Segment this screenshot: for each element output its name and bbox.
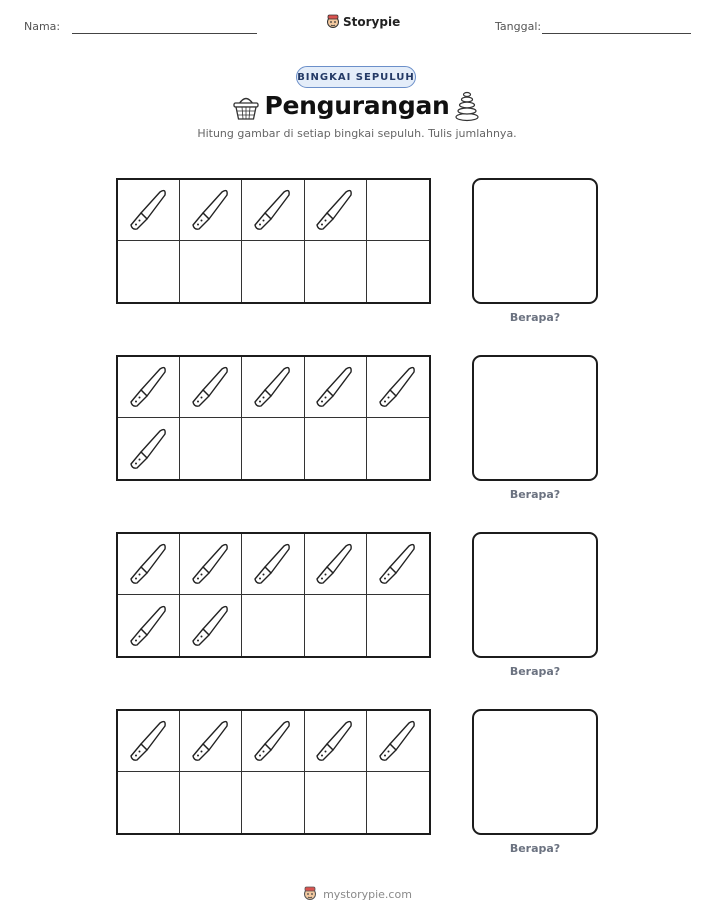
ten-frame-cell xyxy=(118,241,180,302)
instructions: Hitung gambar di setiap bingkai sepuluh. Tulis jumlahnya. xyxy=(197,127,517,140)
basket-icon xyxy=(231,92,261,122)
ten-frame-cell xyxy=(305,772,367,833)
ten-frame-cell xyxy=(242,534,304,595)
ten-frame-cell xyxy=(367,711,429,772)
knife-icon xyxy=(251,362,295,412)
brand-name: Storypie xyxy=(343,15,401,29)
ten-frame-cell xyxy=(305,418,367,479)
answer-box[interactable] xyxy=(472,532,598,658)
page-title: Pengurangan xyxy=(264,91,450,120)
ten-frame-cell xyxy=(305,357,367,418)
ten-frame xyxy=(116,355,431,481)
ten-frame-cell xyxy=(118,772,180,833)
knife-icon xyxy=(127,424,171,474)
knife-icon xyxy=(313,716,357,766)
date-label: Tanggal: xyxy=(495,20,542,33)
ten-frame-cell xyxy=(118,711,180,772)
ten-frame-cell xyxy=(180,180,242,241)
ten-frame-cell xyxy=(305,534,367,595)
knife-icon xyxy=(189,716,233,766)
ten-frame-cell xyxy=(180,418,242,479)
answer-question: Berapa? xyxy=(509,842,561,855)
knife-icon xyxy=(251,185,295,235)
ten-frame-cell xyxy=(118,534,180,595)
ten-frame-cell xyxy=(367,595,429,656)
ten-frame-cell xyxy=(118,357,180,418)
ten-frame-cell xyxy=(180,772,242,833)
ten-frame-cell xyxy=(305,711,367,772)
ten-frame-cell xyxy=(118,180,180,241)
ten-frame-cell xyxy=(367,534,429,595)
ten-frame-cell xyxy=(118,418,180,479)
brand-logo xyxy=(326,14,400,30)
ten-frame-cell xyxy=(180,595,242,656)
knife-icon xyxy=(189,185,233,235)
knife-icon xyxy=(376,362,420,412)
knife-icon xyxy=(251,716,295,766)
knife-icon xyxy=(376,716,420,766)
name-label: Nama: xyxy=(24,20,61,33)
ten-frame-cell xyxy=(242,241,304,302)
answer-question: Berapa? xyxy=(509,311,561,324)
ten-frame xyxy=(116,178,431,304)
knife-icon xyxy=(127,362,171,412)
knife-icon xyxy=(189,539,233,589)
answer-box[interactable] xyxy=(472,709,598,835)
ten-frame-cell xyxy=(367,418,429,479)
ten-frame-cell xyxy=(118,595,180,656)
knife-icon xyxy=(251,539,295,589)
ten-frame-cell xyxy=(242,772,304,833)
knife-icon xyxy=(127,716,171,766)
ten-frame-cell xyxy=(367,772,429,833)
ten-frame xyxy=(116,709,431,835)
knife-icon xyxy=(189,362,233,412)
answer-box[interactable] xyxy=(472,355,598,481)
ten-frame-cell xyxy=(180,357,242,418)
ten-frame-cell xyxy=(242,595,304,656)
ten-frame-cell xyxy=(242,180,304,241)
ten-frame-cell xyxy=(367,180,429,241)
knife-icon xyxy=(127,185,171,235)
knife-icon xyxy=(127,601,171,651)
footer xyxy=(0,886,714,902)
ten-frame-cell xyxy=(367,241,429,302)
ten-frame-cell xyxy=(242,418,304,479)
knife-icon xyxy=(376,539,420,589)
ten-frame-cell xyxy=(367,357,429,418)
worksheet-type-badge: BINGKAI SEPULUH xyxy=(296,66,416,88)
ten-frame xyxy=(116,532,431,658)
ten-frame-cell xyxy=(180,241,242,302)
ten-frame-cell xyxy=(242,711,304,772)
knife-icon xyxy=(313,185,357,235)
footer-url: mystorypie.com xyxy=(323,887,412,901)
stacked-stones-icon xyxy=(453,90,481,122)
knife-icon xyxy=(313,539,357,589)
answer-box[interactable] xyxy=(472,178,598,304)
storypie-mascot-icon xyxy=(326,14,340,30)
storypie-mascot-icon xyxy=(302,886,318,902)
ten-frame-cell xyxy=(242,357,304,418)
knife-icon xyxy=(189,601,233,651)
knife-icon xyxy=(313,362,357,412)
ten-frame-cell xyxy=(305,241,367,302)
ten-frame-cell xyxy=(180,711,242,772)
date-line[interactable] xyxy=(542,33,691,34)
name-line[interactable] xyxy=(72,33,257,34)
answer-question: Berapa? xyxy=(509,665,561,678)
ten-frame-cell xyxy=(305,595,367,656)
answer-question: Berapa? xyxy=(509,488,561,501)
ten-frame-cell xyxy=(305,180,367,241)
knife-icon xyxy=(127,539,171,589)
ten-frame-cell xyxy=(180,534,242,595)
